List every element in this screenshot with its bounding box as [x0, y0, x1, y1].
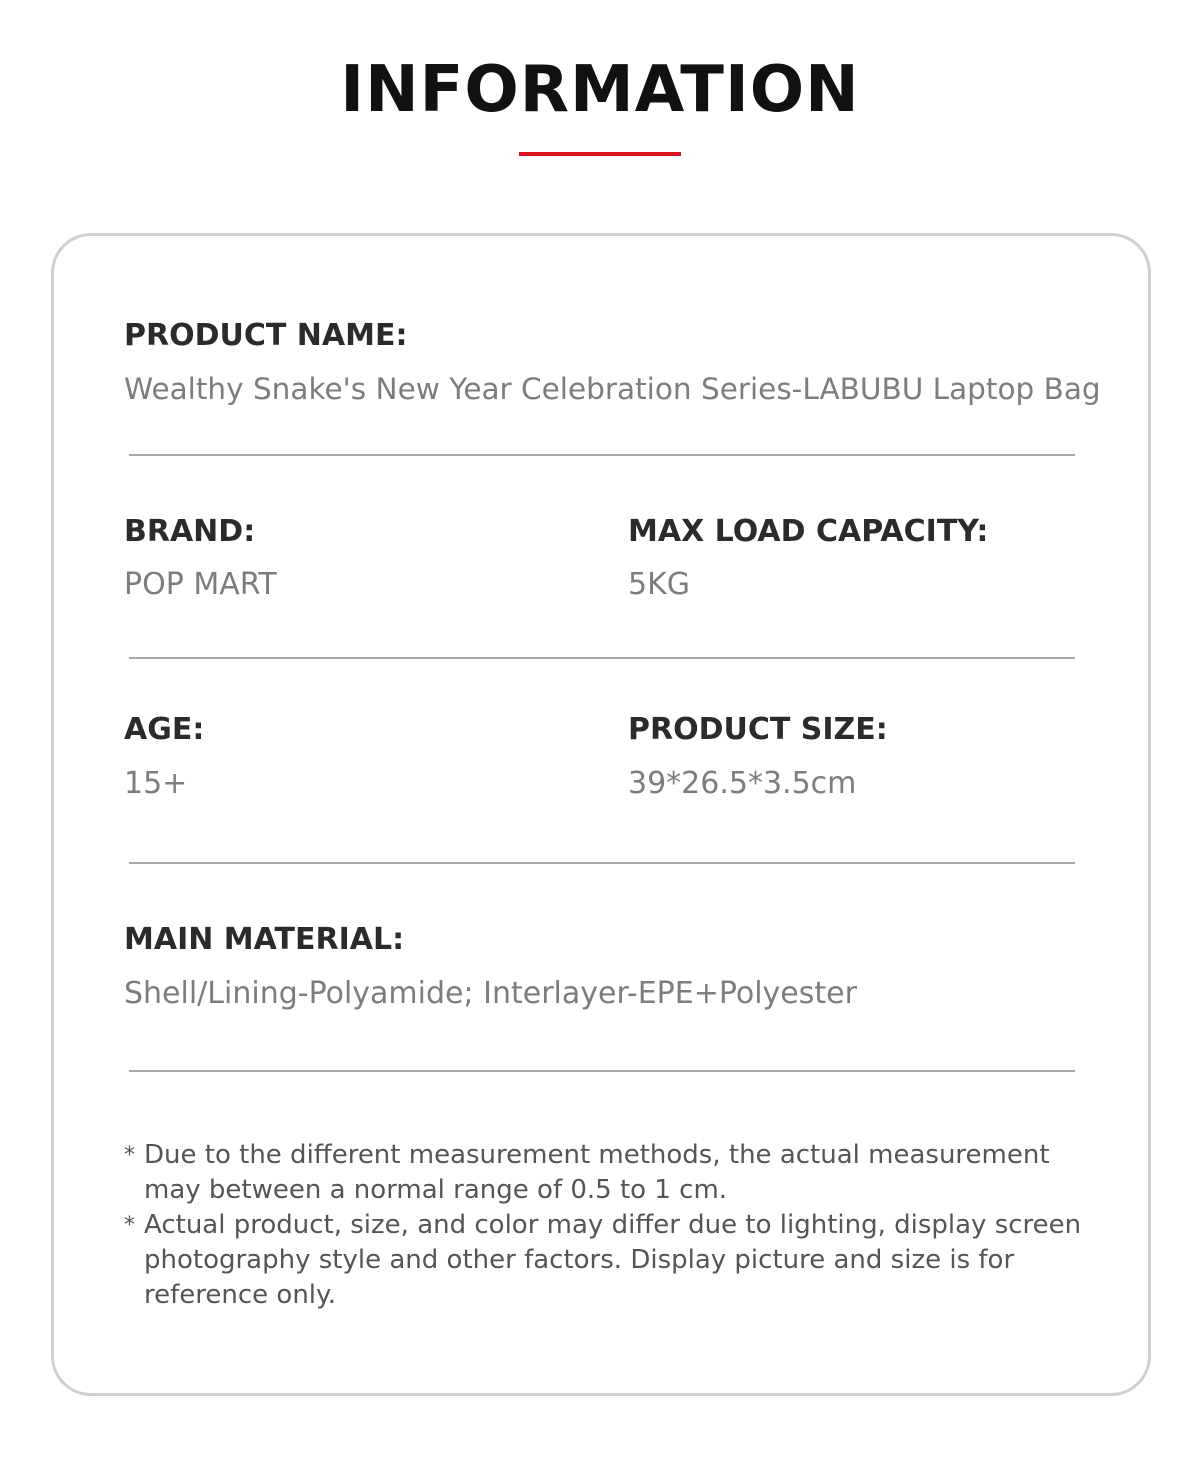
- max-load-label: MAX LOAD CAPACITY:: [628, 514, 989, 549]
- product-name-label: PRODUCT NAME:: [124, 318, 408, 353]
- note-appearance: [124, 1208, 1104, 1313]
- main-material-label: MAIN MATERIAL:: [124, 922, 405, 957]
- product-size-label: PRODUCT SIZE:: [628, 712, 888, 747]
- note-measurement: [124, 1138, 1104, 1208]
- product-size-value: 39*26.5*3.5cm: [628, 766, 857, 801]
- page-title: INFORMATION: [340, 53, 860, 127]
- asterisk-icon: *: [124, 1143, 135, 1168]
- note-text: Actual product, size, and color may differ due to lighting, display screen photography style and other factors. Display picture and size is for reference only.: [144, 1210, 1082, 1310]
- brand-label: BRAND:: [124, 514, 256, 549]
- age-value: 15+: [124, 766, 188, 801]
- note-text: Due to the different measurement methods, the actual measurement may between a normal range of 0.5 to 1 cm.: [144, 1140, 1050, 1205]
- divider: [129, 454, 1075, 456]
- brand-value: POP MART: [124, 567, 277, 602]
- main-material-value: Shell/Lining-Polyamide; Interlayer-EPE+Polyester: [124, 976, 857, 1011]
- asterisk-icon: *: [124, 1213, 135, 1238]
- product-name-value: Wealthy Snake's New Year Celebration Series-LABUBU Laptop Bag: [124, 372, 1101, 406]
- age-label: AGE:: [124, 712, 205, 747]
- title-underline: [519, 152, 681, 156]
- info-card: [51, 233, 1151, 1396]
- divider: [129, 862, 1075, 864]
- divider: [129, 1070, 1075, 1072]
- max-load-value: 5KG: [628, 567, 691, 602]
- divider: [129, 657, 1075, 659]
